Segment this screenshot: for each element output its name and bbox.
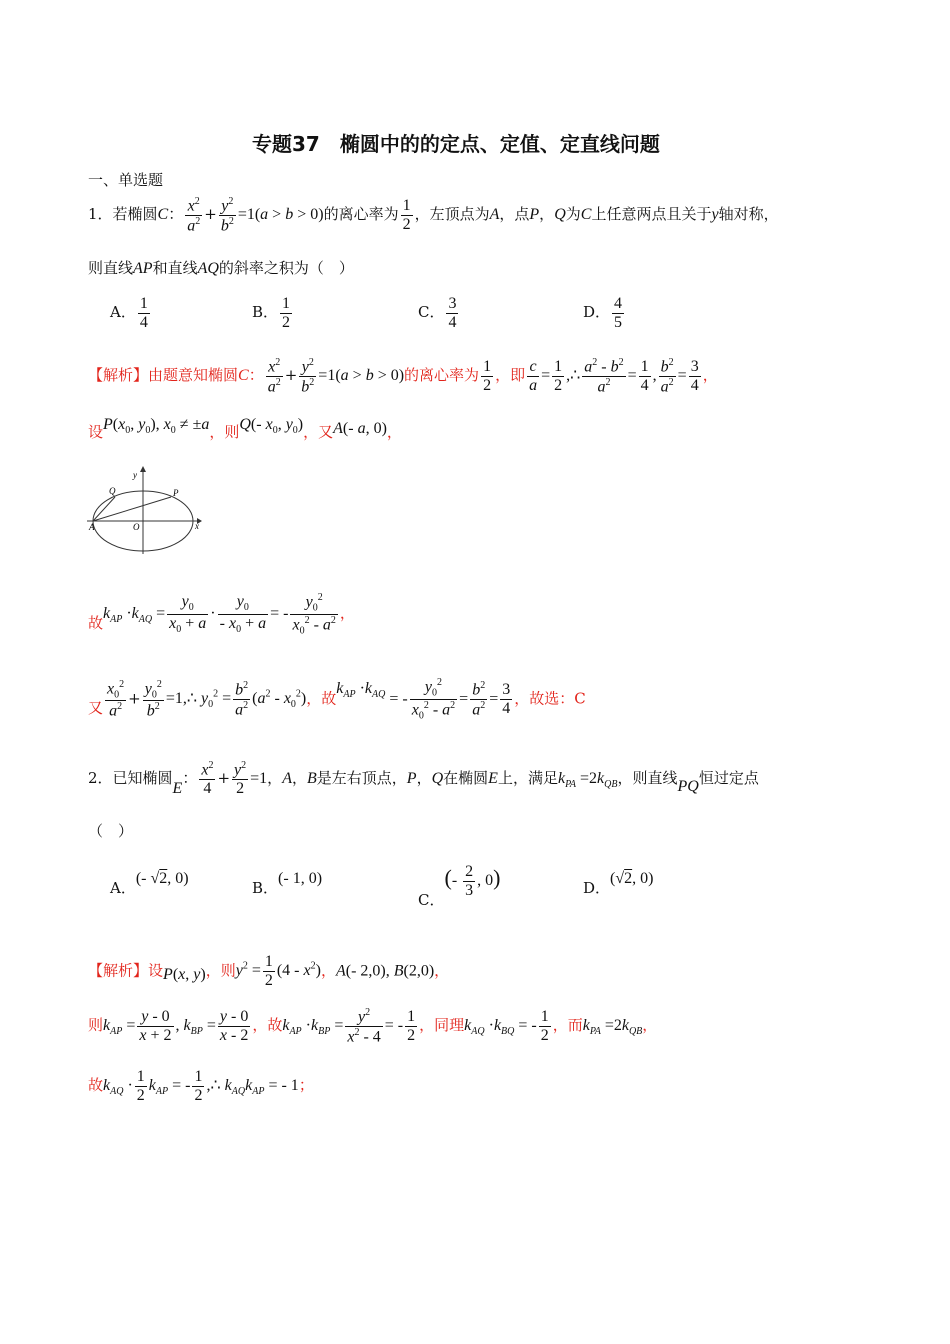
label-y: y: [133, 470, 137, 480]
ellipse-figure: [85, 464, 205, 556]
q1-text-a: 的离心率为: [323, 205, 399, 223]
solution-1-line4: 又 $\frac{x_0^2}{a^2}$ + $\frac{y_0^2}{b^2}$ =1,∴ $y_0^2$ = $\frac{b^2}{a^2}$ $(a^2 - x_0^2)$，故$k_{AP} \cdot k_{AQ}$ = - $\frac{y_0^2}{x_0^2 - a^2}$ = $\frac{b^2}{a^2}$ = $\frac{3}{4}$ ，故选：C: [88, 677, 586, 722]
solution-2-line1: 【解析】设P(x, y)，则$y^2$ = $\frac{1}{2}$ $(4 - x^2)$，A(- 2,0), B(2,0)，: [88, 953, 450, 989]
q1-line2b: 和直线: [152, 259, 198, 277]
line-ap: [93, 497, 171, 521]
q1-line2: 则直线: [88, 259, 134, 277]
q2-option-a[interactable]: A．(- √2, 0): [110, 870, 189, 897]
q1-text-d: 为: [565, 205, 581, 223]
question-1-line2: 则直线AP和直线AQ的斜率之积为（ ）: [88, 259, 354, 277]
question-2: 2．已知椭圆E： $\frac{x^2}{4}$ + $\frac{y^2}{2}$ =1，A，B是左右顶点，P，Q在椭圆E上，满足$k_{PA} =2k_{QB}$，则直线PQ恒过定点: [88, 760, 759, 798]
solution-1-answer: ，故选：C: [514, 689, 586, 708]
q1-number: 1．若椭圆: [88, 205, 158, 223]
q2-option-c[interactable]: C．(- $\frac{2}{3}$ , 0): [418, 862, 501, 909]
q2-paren: （ ）: [88, 822, 134, 840]
q1-text-c: ，点: [499, 205, 530, 223]
solution-2-line2: 则$k_{AP}$ = $\frac{y - 0}{x + 2}$ , $k_{BP}$ = $\frac{y - 0}{x - 2}$ ，故$k_{AP} \cdot k_{BP}$ = $\frac{y^2}{x^2 - 4}$ = - $\frac{1}{2}$ ，同理$k_{AQ} \cdot k_{BQ}$ = - $\frac{1}{2}$ ，而$k_{PA} =2k_{QB}$，: [88, 1006, 658, 1045]
q1-text-b: ，左顶点为: [414, 205, 490, 223]
section-heading: 一、单选题: [88, 171, 164, 189]
solution-1-line3: 故$k_{AP} \cdot k_{AQ}$ = $\frac{y_0}{x_0 + a}$ · $\frac{y_0}{- x_0 + a}$ = - $\frac{y_0^2}{x_0^2 - a^2}$ ，: [88, 592, 355, 637]
solution-tag: 【解析】: [88, 366, 149, 384]
label-x: x: [195, 521, 199, 531]
label-a: A: [89, 522, 95, 532]
solution-1-line2: 设$P(x_0$, $y_0$), $x_0 \ne \pm a$，则Q(- $x_0$, $y_0$)，又A(- a, 0)，: [88, 416, 402, 441]
label-o: O: [133, 522, 140, 532]
q1-option-d[interactable]: D． $\frac{4}{5}$: [583, 294, 623, 331]
q1-option-b[interactable]: B． $\frac{1}{2}$: [252, 294, 291, 331]
label-p: P: [173, 488, 179, 498]
solution-2-tag: 【解析】: [88, 961, 149, 980]
q1-text-f: 轴对称，: [718, 205, 779, 223]
solution-2-line3: 故$k_{AQ}$ · $\frac{1}{2}$ $k_{AP}$ = - $\frac{1}{2}$ ,∴ $k_{AQ}k_{AP}$ = - 1；: [88, 1067, 314, 1104]
q1-option-c[interactable]: C． $\frac{3}{4}$: [418, 294, 457, 331]
q2-number: 2．已知椭圆: [88, 769, 173, 787]
q2-option-d[interactable]: D．(√2, 0): [583, 870, 654, 897]
page-title: 专题37 椭圆中的的定点、定值、定直线问题: [252, 132, 660, 156]
q2-option-b[interactable]: B．(- 1, 0): [252, 870, 323, 897]
y-axis-arrow: [140, 466, 146, 472]
q1-line2c: 的斜率之积为（ ）: [218, 259, 354, 277]
q1-option-a[interactable]: A． $\frac{1}{4}$: [110, 294, 148, 331]
question-1: 1．若椭圆C： $\frac{x^2}{a^2}$ + $\frac{y^2}{b^2}$ =1(a > b > 0)的离心率为 $\frac{1}{2}$ ，左顶点为A，点P，Q为C上任意两点且关于y轴对称，: [88, 195, 779, 234]
q1-text-e: 上任意两点且关于: [591, 205, 712, 223]
label-q: Q: [109, 486, 116, 496]
solution-1-line1: 【解析】由题意知椭圆C： $\frac{x^2}{a^2}$ + $\frac{y^2}{b^2}$ =1(a > b > 0)的离心率为 $\frac{1}{2}$ ，即 $\frac{c}{a}$ = $\frac{1}{2}$ ,∴ $\frac{a^2 - b^2}{a^2}$ = $\frac{1}{4}$ , $\frac{b^2}{a^2}$ = $\frac{3}{4}$ ，: [88, 356, 718, 395]
